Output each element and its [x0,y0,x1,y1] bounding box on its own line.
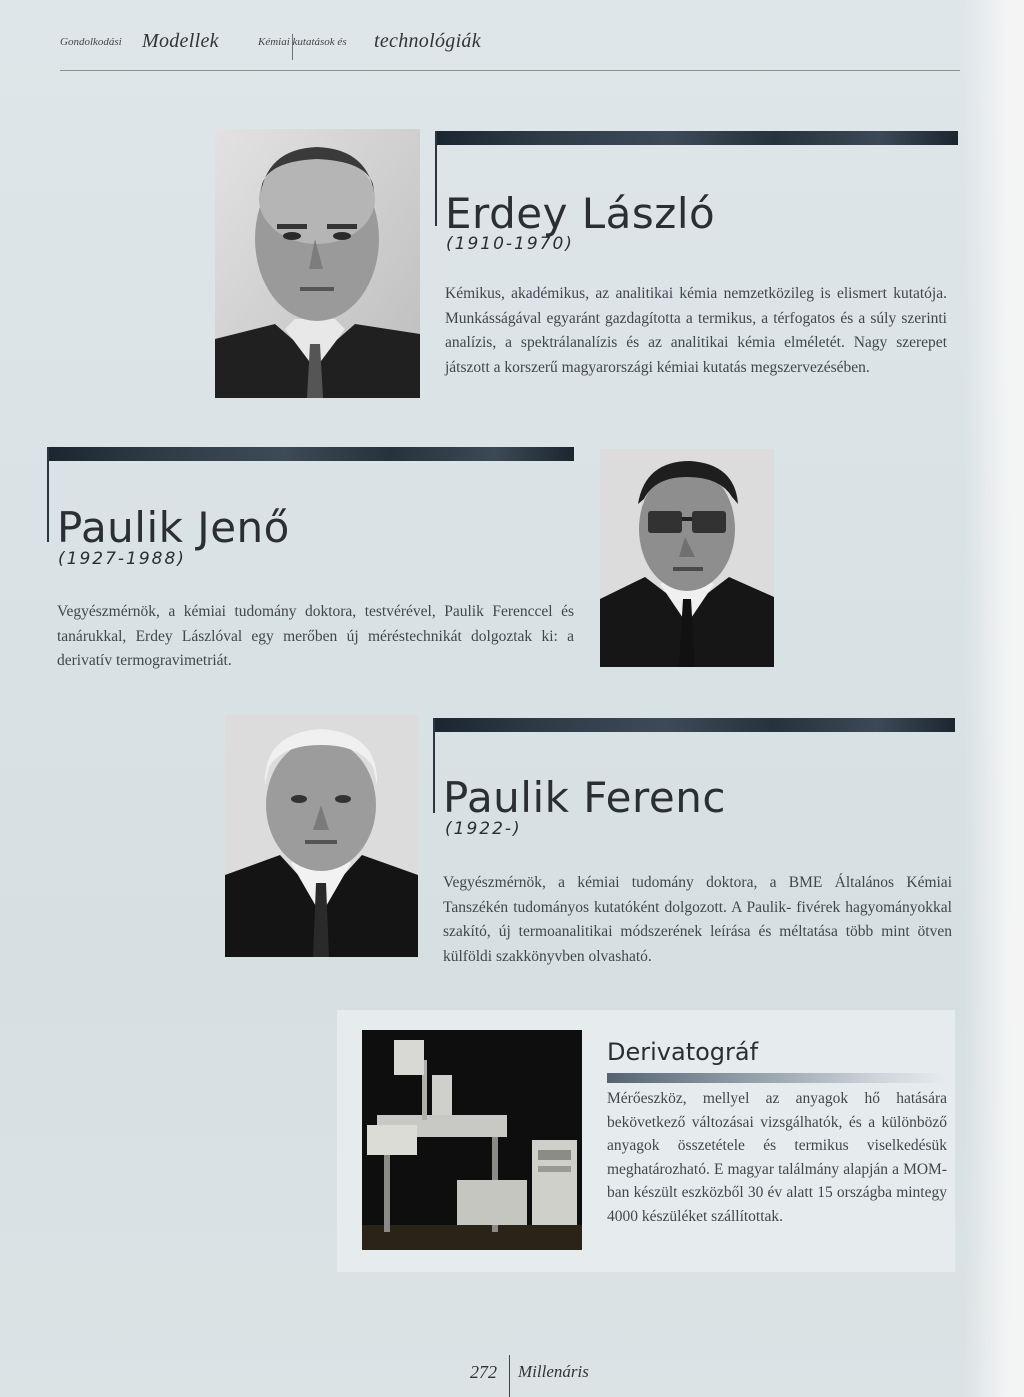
banner-tick-erdey [435,131,437,226]
footer-title: Millenáris [518,1362,589,1381]
running-header [60,30,960,72]
person-years: (1910-1970) [446,234,574,254]
name-banner-jeno [47,447,574,461]
name-banner-ferenc [433,718,955,732]
derivatograph-title: Derivatográf [607,1038,759,1066]
header-rule [60,70,960,71]
person-name: Paulik Jenő [57,503,290,552]
portrait-paulik-ferenc [225,715,418,957]
person-bio: Kémikus, akadémikus, az analitikai kémia nemzetközileg is elismert kutatója. Munkásságával egyaránt gazdagította a termikus, a térfogatos és a súly szerinti analízis, a spektrálanalízis és az analitikai kémia elméletét. Nagy szerepet játszott a korszerű magyarországi kémiai kutatás megszervezésében. [445,285,947,376]
banner-tick-jeno [47,447,49,542]
footer-separator [509,1355,510,1397]
name-banner-erdey [435,131,958,145]
person-bio: Vegyészmérnök, a kémiai tudomány doktora, a BME Általános Kémiai Tanszékén tudományos kutatóként dolgozott. A Paulik- fivérek hagyományokkal szakító, új termoanalitikai módszerének leírása és méltatása több mint ötven külföldi szakkönyvben olvasható. [443,874,952,965]
person-years: (1922-) [445,819,522,839]
page-number: 272 [470,1362,497,1382]
person-bio: Vegyészmérnök, a kémiai tudomány doktora, testvérével, Paulik Ferenccel és tanárukkal, Erdey Lászlóval egy merőben új méréstechnikát dolgoztak ki: a derivatív termogravimetriát. [57,603,574,669]
derivatograph-title-bar [607,1073,947,1083]
person-years: (1927-1988) [58,549,186,569]
person-name: Erdey László [445,189,716,238]
derivatograph-photo [362,1030,582,1250]
portrait-erdey [215,129,420,398]
portrait-paulik-jeno [600,449,774,667]
page-edge [964,0,1024,1397]
header-small-1: Gondolkodási [60,36,122,48]
person-name: Paulik Ferenc [443,773,726,822]
banner-tick-ferenc [433,718,435,813]
header-small-2: Kémiai kutatások és [258,36,347,48]
derivatograph-text: Mérőeszköz, mellyel az anyagok hő hatására bekövetkező változásai vizsgálhatók, és a különböző anyagok összetétele és termikus viselkedésük meghatározható. E magyar találmány alapján a MOM-ban készült eszközből 30 év alatt 15 országba mintegy 4000 készüléket szállítottak. [607,1090,947,1225]
header-title-2: technológiák [374,30,481,52]
header-title-1: Modellek [142,30,219,52]
